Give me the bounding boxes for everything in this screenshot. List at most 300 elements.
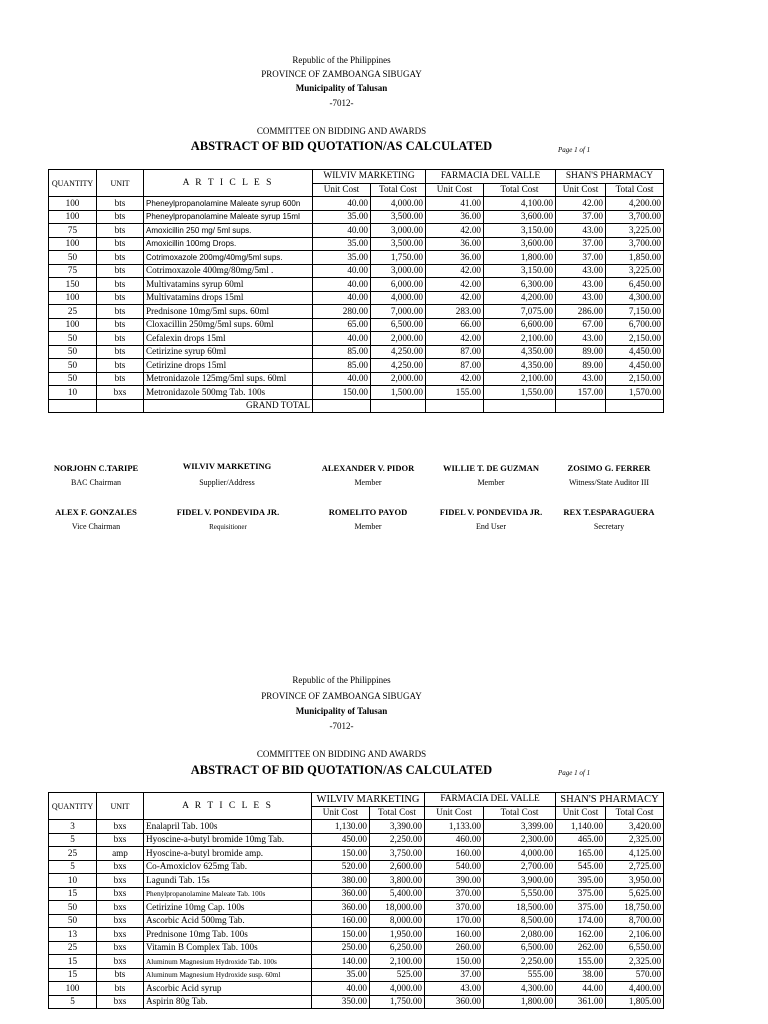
shans-unit-cost-cell: 38.00 [556,968,606,982]
wilviv-unit-cost-cell: 40.00 [313,224,371,238]
wilviv-total-cost-cell: 5,400.00 [370,887,425,901]
wilviv-total-cost-cell: 8,000.00 [370,914,425,928]
table-row [49,237,664,251]
wilviv-total-cost-cell: 1,500.00 [371,386,426,400]
signatory-title: Member [477,477,505,487]
supplier-header-shans: SHAN'S PHARMACY [556,170,664,184]
farmacia-total-cost-cell: 2,080.00 [484,928,556,942]
wilviv-total-cost-cell: 4,250.00 [371,345,426,359]
document-title: ABSTRACT OF BID QUOTATION/AS CALCULATED [190,139,493,153]
signatory-name: NORJOHN C.TARIPE [53,463,139,473]
shans-unit-cost-cell: 465.00 [556,833,606,847]
farmacia-unit-cost-cell: 260.00 [425,941,484,955]
shans-unit-cost-cell: 545.00 [556,860,606,874]
signatory-title: Requisitioner [209,522,247,531]
shans-unit-cost-cell: 155.00 [556,955,606,969]
signatory-end-user [431,508,551,531]
farmacia-unit-cost-cell: 360.00 [425,995,484,1009]
shans-unit-cost-cell: 43.00 [556,372,606,386]
wilviv-total-cost-cell: 3,500.00 [371,210,426,224]
quantity-header: QUANTITY [49,170,97,197]
wilviv-total-cost-cell: 7,000.00 [371,305,426,319]
wilviv-total-cost-cell: 3,000.00 [371,264,426,278]
farmacia-unit-cost-cell: 41.00 [426,197,484,211]
quantity-cell: 50 [49,345,97,359]
article-cell: Prednisone 10mg/5ml sups. 60ml [144,305,313,319]
quantity-cell: 50 [49,901,97,915]
article-cell: Phenylpropanolamine Maleate Tab. 100s [144,887,312,901]
articles-header: A R T I C L E S [144,170,313,197]
table-row [49,860,664,874]
unit-cell: bxs [97,820,144,834]
table-row [49,887,664,901]
table-row [49,359,664,373]
bid-abstract-table-1 [48,169,664,413]
shans-unit-cost-cell: 43.00 [556,278,606,292]
quantity-cell: 5 [49,833,97,847]
signatory-title: Supplier/Address [199,477,255,487]
unit-cell: bts [97,968,144,982]
wilviv-total-cost-cell: 4,000.00 [370,982,425,996]
farmacia-total-cost-cell: 3,399.00 [484,820,556,834]
shans-total-cost-cell: 2,106.00 [606,928,664,942]
farmacia-total-cost-cell: 3,900.00 [484,874,556,888]
wilviv-total-cost-cell: 3,800.00 [370,874,425,888]
unit-cost-header: Unit Cost [556,183,606,197]
unit-cell: bts [97,305,144,319]
unit-cell: bxs [97,955,144,969]
table-row [49,820,664,834]
unit-cell: bxs [97,833,144,847]
quantity-cell: 10 [49,874,97,888]
wilviv-unit-cost-cell: 85.00 [313,359,371,373]
wilviv-unit-cost-cell: 360.00 [312,901,370,915]
wilviv-total-cost-cell: 6,250.00 [370,941,425,955]
quantity-cell: 3 [49,820,97,834]
shans-total-cost-cell: 5,625.00 [606,887,664,901]
republic-line: Republic of the Philippines [292,675,391,685]
shans-total-cost-cell: 7,150.00 [606,305,664,319]
shans-total-cost-cell: 6,700.00 [606,318,664,332]
total-cost-header: Total Cost [606,183,664,197]
wilviv-unit-cost-cell: 85.00 [313,345,371,359]
table-row [49,345,664,359]
signatory-witness [549,464,669,487]
signatory-requisitioner [168,508,288,531]
supplier-header-shans: SHAN'S PHARMACY [556,793,664,807]
farmacia-total-cost-cell: 3,150.00 [484,224,556,238]
shans-total-cost-cell: 4,200.00 [606,197,664,211]
table-row [49,847,664,861]
shans-unit-cost-cell: 375.00 [556,901,606,915]
shans-total-cost-cell: 3,420.00 [606,820,664,834]
grand-total-row [49,399,664,413]
zip-code-line: -7012- [329,98,354,108]
table-row [49,305,664,319]
quantity-cell: 25 [49,941,97,955]
table-row [49,833,664,847]
signatory-title: Witness/State Auditor III [568,477,650,487]
table-row [49,332,664,346]
wilviv-unit-cost-cell: 350.00 [312,995,370,1009]
unit-cell: bts [97,251,144,265]
article-cell: Lagundi Tab. 15s [144,874,312,888]
farmacia-total-cost-cell: 4,350.00 [484,345,556,359]
supplier-header-wilviv: WILVIV MARKETING [312,793,425,807]
article-cell: Amoxicillin 100mg Drops. [144,237,313,251]
shans-total-cost-cell: 8,700.00 [606,914,664,928]
shans-total-cost-cell: 18,750.00 [606,901,664,915]
farmacia-unit-cost-cell: 460.00 [425,833,484,847]
shans-total-cost-cell: 3,700.00 [606,237,664,251]
wilviv-unit-cost-cell: 35.00 [313,237,371,251]
total-cost-header: Total Cost [484,183,556,197]
article-cell: Multivatamins syrup 60ml [144,278,313,292]
table-row [49,386,664,400]
shans-unit-cost-cell: 43.00 [556,264,606,278]
shans-unit-cost-cell: 174.00 [556,914,606,928]
shans-unit-cost-cell: 37.00 [556,210,606,224]
unit-cell: bxs [97,995,144,1009]
farmacia-total-cost-cell: 2,100.00 [484,372,556,386]
wilviv-total-cost-cell: 1,950.00 [370,928,425,942]
unit-cell: bxs [97,914,144,928]
province-line: PROVINCE OF ZAMBOANGA SIBUGAY [261,691,422,701]
wilviv-total-cost-cell: 2,000.00 [371,332,426,346]
shans-total-cost-cell: 6,550.00 [606,941,664,955]
wilviv-unit-cost-cell: 40.00 [313,372,371,386]
wilviv-unit-cost-cell: 140.00 [312,955,370,969]
signatory-title: Secretary [593,521,625,531]
article-cell: Multivatamins drops 15ml [144,291,313,305]
quantity-header: QUANTITY [49,793,97,820]
quantity-cell: 50 [49,372,97,386]
shans-unit-cost-cell: 375.00 [556,887,606,901]
shans-total-cost-cell: 4,400.00 [606,982,664,996]
farmacia-unit-cost-cell: 160.00 [425,847,484,861]
supplier-header-wilviv: WILVIV MARKETING [313,170,426,184]
wilviv-total-cost-cell: 2,000.00 [371,372,426,386]
shans-total-cost-cell: 2,725.00 [606,860,664,874]
unit-cell: bts [97,278,144,292]
shans-total-cost-cell: 3,950.00 [606,874,664,888]
unit-cost-header: Unit Cost [425,806,484,820]
shans-total-cost-cell: 4,300.00 [606,291,664,305]
shans-total-cost-cell: 2,325.00 [606,955,664,969]
wilviv-total-cost-cell: 2,100.00 [370,955,425,969]
republic-line: Republic of the Philippines [292,55,391,65]
page-number: Page 1 of 1 [558,146,591,154]
farmacia-unit-cost-cell: 370.00 [425,901,484,915]
signatory-name: WILVIV MARKETING [182,461,272,471]
farmacia-unit-cost-cell: 42.00 [426,264,484,278]
article-cell: Metronidazole 500mg Tab. 100s [144,386,313,400]
article-cell: Aluminum Magnesium Hydroxide Tab. 100s [144,955,312,969]
shans-unit-cost-cell: 37.00 [556,237,606,251]
farmacia-unit-cost-cell: 37.00 [425,968,484,982]
shans-total-cost-cell: 3,225.00 [606,224,664,238]
farmacia-total-cost-cell: 3,150.00 [484,264,556,278]
shans-total-cost-cell: 1,570.00 [606,386,664,400]
unit-cell: bxs [97,874,144,888]
signatory-name: ALEXANDER V. PIDOR [321,463,415,473]
table-row [49,928,664,942]
quantity-cell: 15 [49,955,97,969]
unit-cost-header: Unit Cost [556,806,606,820]
shans-total-cost-cell: 6,450.00 [606,278,664,292]
farmacia-unit-cost-cell: 170.00 [425,914,484,928]
farmacia-total-cost-cell: 6,300.00 [484,278,556,292]
supplier-header-farmacia: FARMACIA DEL VALLE [426,170,556,184]
farmacia-total-cost-cell: 18,500.00 [484,901,556,915]
total-cost-header: Total Cost [370,806,425,820]
article-cell: Cetirizine syrup 60ml [144,345,313,359]
wilviv-unit-cost-cell: 40.00 [313,278,371,292]
article-cell: Ascorbic Acid syrup [144,982,312,996]
farmacia-total-cost-cell: 8,500.00 [484,914,556,928]
total-cost-header: Total Cost [606,806,664,820]
table-row [49,874,664,888]
unit-cell: bts [97,210,144,224]
unit-header: UNIT [97,170,144,197]
farmacia-total-cost-cell: 2,300.00 [484,833,556,847]
shans-unit-cost-cell: 67.00 [556,318,606,332]
wilviv-total-cost-cell: 4,000.00 [371,291,426,305]
unit-cost-header: Unit Cost [426,183,484,197]
farmacia-unit-cost-cell: 87.00 [426,359,484,373]
shans-unit-cost-cell: 361.00 [556,995,606,1009]
wilviv-unit-cost-cell: 40.00 [313,291,371,305]
shans-total-cost-cell: 2,150.00 [606,332,664,346]
municipality-line: Municipality of Talusan [295,706,388,716]
table-row [49,210,664,224]
wilviv-total-cost-cell: 3,500.00 [371,237,426,251]
signatory-name: REX T.ESPARAGUERA [563,507,655,517]
unit-cell: bts [97,237,144,251]
wilviv-total-cost-cell: 2,600.00 [370,860,425,874]
farmacia-unit-cost-cell: 160.00 [425,928,484,942]
wilviv-unit-cost-cell: 35.00 [313,251,371,265]
signatory-title: Vice Chairman [71,521,121,531]
unit-cell: amp [97,847,144,861]
shans-total-cost-cell: 2,150.00 [606,372,664,386]
quantity-cell: 50 [49,251,97,265]
wilviv-total-cost-cell: 6,500.00 [371,318,426,332]
farmacia-total-cost-cell: 7,075.00 [484,305,556,319]
shans-unit-cost-cell: 157.00 [556,386,606,400]
farmacia-unit-cost-cell: 36.00 [426,210,484,224]
table-row [49,914,664,928]
article-cell: Cotrimoxazole 400mg/80mg/5ml . [144,264,313,278]
shans-total-cost-cell: 3,225.00 [606,264,664,278]
signatory-name: ZOSIMO G. FERRER [567,463,651,473]
signatory-title: BAC Chairman [71,477,121,487]
supplier-header-farmacia: FARMACIA DEL VALLE [425,793,556,807]
signatory-vice-chairman [36,508,156,531]
article-cell: Hyoscine-a-butyl bromide 10mg Tab. [144,833,312,847]
table-row [49,318,664,332]
farmacia-total-cost-cell: 2,100.00 [484,332,556,346]
table-row [49,968,664,982]
farmacia-unit-cost-cell: 1,133.00 [425,820,484,834]
quantity-cell: 15 [49,887,97,901]
quantity-cell: 15 [49,968,97,982]
shans-unit-cost-cell: 165.00 [556,847,606,861]
quantity-cell: 100 [49,210,97,224]
wilviv-unit-cost-cell: 35.00 [312,968,370,982]
article-cell: Hyoscine-a-butyl bromide amp. [144,847,312,861]
farmacia-unit-cost-cell: 42.00 [426,332,484,346]
wilviv-total-cost-cell: 3,000.00 [371,224,426,238]
farmacia-total-cost-cell: 2,700.00 [484,860,556,874]
shans-unit-cost-cell: 1,140.00 [556,820,606,834]
farmacia-unit-cost-cell: 42.00 [426,224,484,238]
table-row [49,278,664,292]
article-cell: Cotrimoxazole 200mg/40mg/5ml sups. [144,251,313,265]
article-cell: Cloxacillin 250mg/5ml sups. 60ml [144,318,313,332]
zip-code-line: -7012- [329,721,354,731]
farmacia-total-cost-cell: 4,350.00 [484,359,556,373]
signatory-chairman [36,464,156,487]
wilviv-unit-cost-cell: 280.00 [313,305,371,319]
unit-cell: bts [97,264,144,278]
wilviv-unit-cost-cell: 380.00 [312,874,370,888]
wilviv-unit-cost-cell: 450.00 [312,833,370,847]
table-row [49,982,664,996]
article-cell: Ascorbic Acid 500mg Tab. [144,914,312,928]
shans-unit-cost-cell: 286.00 [556,305,606,319]
farmacia-total-cost-cell: 555.00 [484,968,556,982]
document-title: ABSTRACT OF BID QUOTATION/AS CALCULATED [190,763,493,777]
shans-unit-cost-cell: 395.00 [556,874,606,888]
farmacia-total-cost-cell: 2,250.00 [484,955,556,969]
total-cost-header: Total Cost [371,183,426,197]
shans-total-cost-cell: 1,850.00 [606,251,664,265]
article-cell: Pheneylpropanolamine Maleate syrup 600n [144,197,313,211]
total-cost-header: Total Cost [484,806,556,820]
table-2-body [49,820,664,1009]
farmacia-total-cost-cell: 3,600.00 [484,210,556,224]
article-cell: Vitamin B Complex Tab. 100s [144,941,312,955]
wilviv-total-cost-cell: 1,750.00 [370,995,425,1009]
farmacia-total-cost-cell: 6,600.00 [484,318,556,332]
article-cell: Prednisone 10mg Tab. 100s [144,928,312,942]
wilviv-total-cost-cell: 6,000.00 [371,278,426,292]
article-cell: Aluminum Magnesium Hydroxide susp. 60ml [144,968,312,982]
wilviv-total-cost-cell: 4,250.00 [371,359,426,373]
unit-cell: bts [97,372,144,386]
article-cell: Pheneylpropanolamine Maleate syrup 15ml [144,210,313,224]
wilviv-total-cost-cell: 525.00 [370,968,425,982]
wilviv-total-cost-cell: 3,750.00 [370,847,425,861]
farmacia-total-cost-cell: 5,550.00 [484,887,556,901]
unit-cost-header: Unit Cost [312,806,370,820]
quantity-cell: 100 [49,197,97,211]
farmacia-unit-cost-cell: 150.00 [425,955,484,969]
grand-total-label: GRAND TOTAL [144,399,313,413]
committee-line: COMMITTEE ON BIDDING AND AWARDS [256,126,427,136]
wilviv-total-cost-cell: 4,000.00 [371,197,426,211]
unit-cell: bxs [97,386,144,400]
article-cell: Amoxicillin 250 mg/ 5ml sups. [144,224,313,238]
shans-total-cost-cell: 1,805.00 [606,995,664,1009]
farmacia-total-cost-cell: 1,800.00 [484,251,556,265]
table-row [49,955,664,969]
table-row [49,941,664,955]
wilviv-unit-cost-cell: 360.00 [312,887,370,901]
signatory-member-deguzman [431,464,551,487]
farmacia-unit-cost-cell: 370.00 [425,887,484,901]
farmacia-unit-cost-cell: 43.00 [425,982,484,996]
quantity-cell: 100 [49,318,97,332]
wilviv-unit-cost-cell: 40.00 [313,197,371,211]
wilviv-unit-cost-cell: 1,130.00 [312,820,370,834]
shans-total-cost-cell: 4,450.00 [606,345,664,359]
quantity-cell: 150 [49,278,97,292]
shans-unit-cost-cell: 42.00 [556,197,606,211]
shans-unit-cost-cell: 43.00 [556,332,606,346]
articles-header: A R T I C L E S [144,793,312,820]
wilviv-unit-cost-cell: 40.00 [312,982,370,996]
shans-total-cost-cell: 4,125.00 [606,847,664,861]
unit-cell: bxs [97,928,144,942]
quantity-cell: 75 [49,264,97,278]
farmacia-unit-cost-cell: 66.00 [426,318,484,332]
signatory-title: Member [354,521,382,531]
signatory-member-payod [308,508,428,531]
signatory-name: ALEX F. GONZALES [55,507,137,517]
wilviv-unit-cost-cell: 150.00 [312,847,370,861]
table-row [49,995,664,1009]
farmacia-total-cost-cell: 4,200.00 [484,291,556,305]
article-cell: Aspirin 80g Tab. [144,995,312,1009]
article-cell: Enalapril Tab. 100s [144,820,312,834]
signatory-member-pidor [308,464,428,487]
wilviv-total-cost-cell: 2,250.00 [370,833,425,847]
farmacia-unit-cost-cell: 36.00 [426,237,484,251]
quantity-cell: 50 [49,914,97,928]
article-cell: Metronidazole 125mg/5ml sups. 60ml [144,372,313,386]
shans-total-cost-cell: 4,450.00 [606,359,664,373]
wilviv-unit-cost-cell: 160.00 [312,914,370,928]
signatory-name: WILLIE T. DE GUZMAN [442,463,540,473]
shans-unit-cost-cell: 262.00 [556,941,606,955]
farmacia-unit-cost-cell: 155.00 [426,386,484,400]
shans-unit-cost-cell: 43.00 [556,291,606,305]
page-number: Page 1 of 1 [558,769,591,777]
signatory-name: FIDEL V. PONDEVIDA JR. [439,507,543,517]
unit-cell: bts [97,332,144,346]
farmacia-total-cost-cell: 4,300.00 [484,982,556,996]
table-row [49,291,664,305]
shans-total-cost-cell: 2,325.00 [606,833,664,847]
wilviv-unit-cost-cell: 150.00 [313,386,371,400]
unit-cell: bts [97,197,144,211]
unit-cell: bxs [97,941,144,955]
wilviv-total-cost-cell: 3,390.00 [370,820,425,834]
farmacia-total-cost-cell: 3,600.00 [484,237,556,251]
quantity-cell: 100 [49,237,97,251]
wilviv-unit-cost-cell: 35.00 [313,210,371,224]
table-row [49,251,664,265]
committee-line: COMMITTEE ON BIDDING AND AWARDS [256,749,427,759]
unit-cell: bxs [97,860,144,874]
unit-cell: bts [97,359,144,373]
farmacia-total-cost-cell: 4,100.00 [484,197,556,211]
quantity-cell: 5 [49,860,97,874]
table-row [49,197,664,211]
wilviv-unit-cost-cell: 250.00 [312,941,370,955]
